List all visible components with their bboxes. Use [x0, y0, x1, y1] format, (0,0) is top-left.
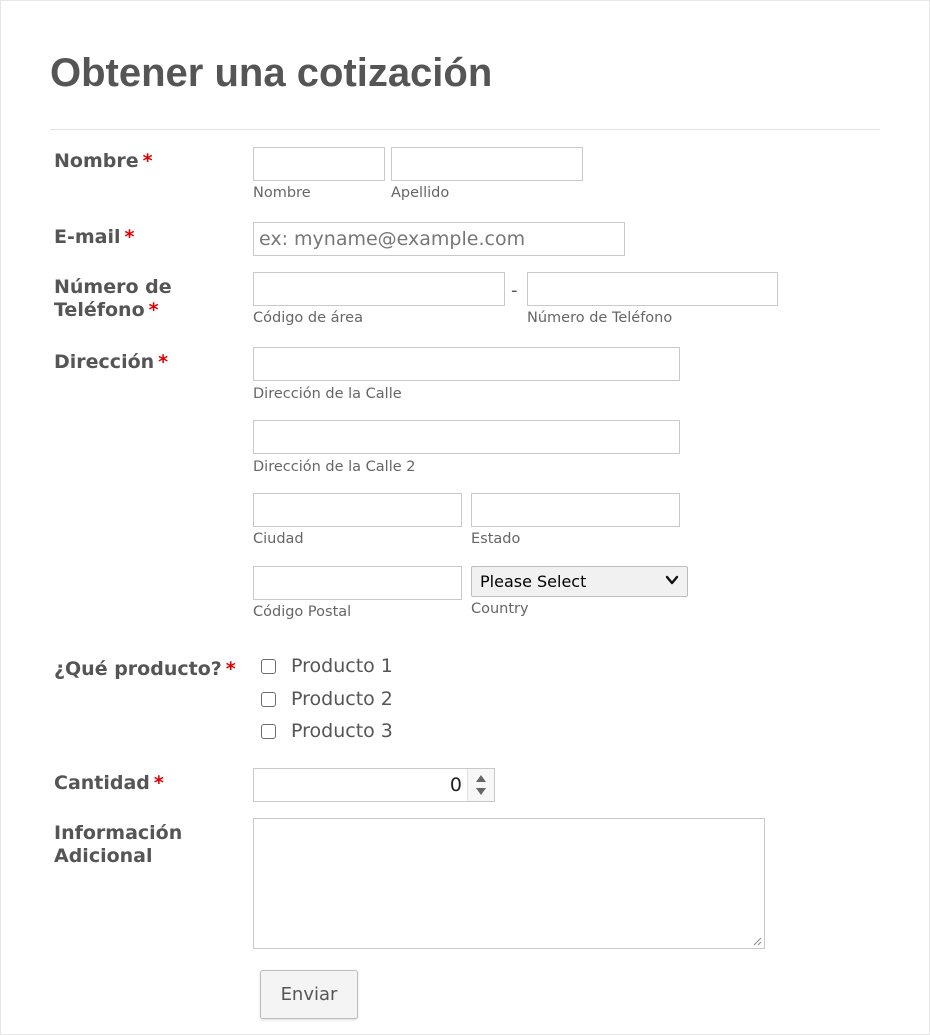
required-asterisk: *	[158, 351, 169, 373]
decrement-arrow-icon[interactable]	[476, 788, 486, 795]
additional-info-label-line2: Adicional	[54, 845, 153, 867]
last-name-sublabel: Apellido	[391, 185, 450, 201]
quantity-label-text: Cantidad	[54, 772, 150, 794]
postal-code-sublabel: Código Postal	[253, 604, 352, 620]
phone-label	[54, 276, 172, 322]
phone-number-input[interactable]	[527, 272, 778, 306]
phone-label-line2: Teléfono	[54, 299, 145, 321]
address-label	[54, 351, 168, 374]
street-address-input[interactable]	[253, 347, 680, 381]
product-option-1[interactable]	[261, 655, 393, 677]
product-option-1-label: Producto 1	[291, 655, 393, 677]
checkbox-product-1[interactable]	[261, 659, 276, 674]
area-code-sublabel: Código de área	[253, 310, 363, 326]
checkbox-product-3[interactable]	[261, 724, 276, 739]
street-address-sublabel: Dirección de la Calle	[253, 386, 402, 402]
required-asterisk: *	[153, 772, 164, 794]
state-input[interactable]	[471, 493, 680, 527]
phone-number-sublabel: Número de Teléfono	[527, 310, 673, 326]
product-option-2-label: Producto 2	[291, 688, 393, 710]
required-asterisk: *	[142, 150, 153, 172]
title-divider	[50, 129, 880, 130]
required-asterisk: *	[225, 658, 236, 680]
increment-arrow-icon[interactable]	[476, 775, 486, 782]
street-address-2-input[interactable]	[253, 420, 680, 454]
city-sublabel: Ciudad	[253, 531, 304, 547]
city-input[interactable]	[253, 493, 462, 527]
product-option-2[interactable]	[261, 688, 393, 710]
additional-info-label	[54, 822, 182, 868]
country-sublabel: Country	[471, 601, 529, 617]
email-input[interactable]	[253, 222, 625, 256]
phone-separator: -	[511, 280, 518, 301]
product-option-3-label: Producto 3	[291, 720, 393, 742]
first-name-sublabel: Nombre	[253, 185, 311, 201]
name-label-text: Nombre	[54, 150, 139, 172]
required-asterisk: *	[148, 299, 159, 321]
resize-grip-icon[interactable]	[752, 936, 762, 946]
street-address-2-sublabel: Dirección de la Calle 2	[253, 459, 416, 475]
submit-button[interactable]: Enviar	[260, 970, 358, 1019]
state-sublabel: Estado	[471, 531, 521, 547]
name-label	[54, 150, 153, 173]
area-code-input[interactable]	[253, 272, 505, 306]
email-label-text: E-mail	[54, 226, 121, 248]
additional-info-label-line1: Información	[54, 822, 183, 844]
first-name-input[interactable]	[253, 147, 385, 181]
quantity-stepper[interactable]	[253, 768, 495, 802]
phone-label-line1: Número de	[54, 276, 172, 298]
additional-info-textarea[interactable]	[253, 818, 765, 949]
product-label	[54, 658, 236, 681]
country-select-value: Please Select	[480, 572, 587, 591]
address-label-text: Dirección	[54, 351, 155, 373]
checkbox-product-2[interactable]	[261, 692, 276, 707]
product-option-3[interactable]	[261, 720, 393, 742]
postal-code-input[interactable]	[253, 566, 462, 600]
product-label-text: ¿Qué producto?	[54, 658, 222, 680]
country-select[interactable]	[471, 566, 688, 597]
page-title: Obtener una cotización	[50, 51, 493, 95]
quantity-label	[54, 772, 164, 795]
chevron-down-icon	[665, 573, 679, 587]
required-asterisk: *	[124, 226, 135, 248]
quantity-spinner[interactable]	[467, 769, 494, 801]
quantity-value: 0	[449, 774, 462, 796]
last-name-input[interactable]	[391, 147, 583, 181]
email-label	[54, 226, 134, 249]
